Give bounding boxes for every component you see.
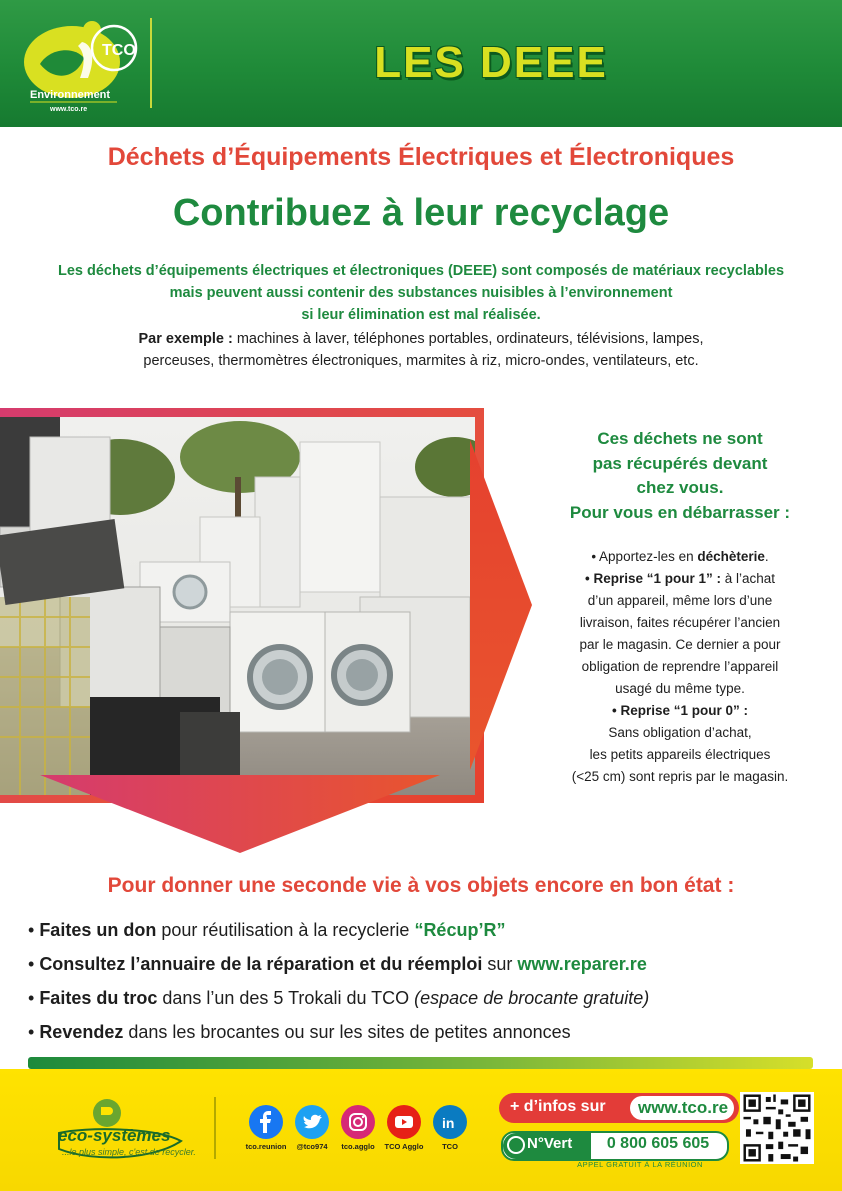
social-label: TCO Agglo xyxy=(384,1142,424,1151)
option-text: à l’achat xyxy=(720,571,776,586)
intro-text xyxy=(20,260,822,326)
free-call-note: APPEL GRATUIT À LA RÉUNION xyxy=(577,1160,703,1169)
item-bold: Faites du troc xyxy=(39,988,158,1008)
item-text: sur xyxy=(482,954,518,974)
footer-separator xyxy=(28,1057,813,1069)
item-text: pour réutilisation à la recyclerie xyxy=(156,920,415,940)
play-circle-icon xyxy=(507,1136,525,1154)
item-bold: Faites un don xyxy=(39,920,157,940)
option-text: (<25 cm) sont repris par le magasin. xyxy=(571,769,789,784)
intro-line: Les déchets d’équipements électriques et électroniques (DEEE) sont composés de matériaux recyclables xyxy=(57,263,785,279)
social-label: TCO xyxy=(442,1142,458,1151)
list-item: • Faites un don pour réutilisation à la recyclerie “Récup’R” xyxy=(28,920,506,940)
numero-vert-label: N°Vert xyxy=(527,1135,573,1152)
svg-text:in: in xyxy=(442,1115,455,1131)
collection-intro xyxy=(530,427,830,525)
list-item: • Revendez dans les brocantes ou sur les sites de petites annonces xyxy=(28,1022,571,1042)
logo-label: Environnement xyxy=(30,89,111,101)
option-text: usagé du même type. xyxy=(615,681,745,696)
collection-intro-line: chez vous. xyxy=(636,478,724,497)
twitter-icon xyxy=(295,1105,329,1139)
example-items: machines à laver, téléphones portables, ordinateurs, télévisions, lampes, xyxy=(236,331,704,347)
recyclerie-name: “Récup’R” xyxy=(414,920,506,940)
collection-intro-line: pas récupérés devant xyxy=(592,453,768,473)
collection-intro-line: Pour vous en débarrasser : xyxy=(569,502,791,522)
info-label: + d’infos sur xyxy=(510,1098,606,1115)
second-life-list xyxy=(28,913,822,1049)
option-text: Sans obligation d’achat, xyxy=(608,725,752,740)
phone-number[interactable]: 0 800 605 605 xyxy=(606,1135,710,1152)
facebook-link[interactable] xyxy=(241,1105,291,1152)
right-arrow-icon xyxy=(470,440,532,770)
instagram-icon xyxy=(341,1105,375,1139)
instagram-link[interactable] xyxy=(333,1105,383,1152)
linkedin-icon xyxy=(433,1105,467,1139)
option-bold: déchèterie xyxy=(697,549,765,564)
social-label: @tco974 xyxy=(296,1142,328,1151)
appliance-waste-photo xyxy=(0,417,475,795)
option-bold: • Reprise “1 pour 1” : xyxy=(584,571,721,586)
option-text: les petits appareils électriques xyxy=(589,747,771,762)
example-label: Par exemple : xyxy=(138,331,233,347)
option-text: • Apportez-les en xyxy=(591,549,698,564)
footer-divider xyxy=(214,1097,216,1159)
facebook-icon xyxy=(249,1105,283,1139)
option-text: . xyxy=(764,549,769,564)
eco-systemes-tagline: ...le plus simple, c'est de recycler. xyxy=(62,1147,196,1157)
option-text: livraison, faites récupérer l’ancien xyxy=(579,615,781,630)
social-label: tco.reunion xyxy=(245,1142,287,1151)
second-life-title: Pour donner une seconde vie à vos objets encore en bon état : xyxy=(107,874,735,897)
youtube-icon xyxy=(387,1105,421,1139)
option-bold: • Reprise “1 pour 0” : xyxy=(611,703,748,718)
list-item: • Faites du troc dans l’un des 5 Trokali du TCO (espace de brocante gratuite) xyxy=(28,988,650,1008)
example-text xyxy=(40,328,802,372)
main-heading: Contribuez à leur recyclage xyxy=(172,192,670,234)
item-note: (espace de brocante gratuite) xyxy=(414,988,650,1008)
subtitle: Déchets d’Équipements Électriques et Électroniques xyxy=(107,143,735,171)
item-text: dans l’un des 5 Trokali du TCO xyxy=(157,988,415,1008)
logo-brand: TCO xyxy=(102,42,136,59)
social-label: tco.agglo xyxy=(341,1142,375,1151)
example-items: perceuses, thermomètres électroniques, marmites à riz, micro-ondes, ventilateurs, etc. xyxy=(143,353,699,369)
qr-code-icon[interactable] xyxy=(740,1092,814,1164)
logo-site: www.tco.re xyxy=(50,106,88,113)
item-bold: Revendez xyxy=(39,1022,124,1042)
linkedin-link[interactable] xyxy=(425,1105,475,1152)
item-bold: Consultez l’annuaire de la réparation et du réemploi xyxy=(39,954,483,974)
eco-systemes-name: eco-systèmes xyxy=(58,1126,171,1145)
option-text: par le magasin. Ce dernier a pour xyxy=(579,637,781,652)
option-text: d’un appareil, même lors d’une xyxy=(587,593,773,608)
collection-intro-line: Ces déchets ne sont xyxy=(597,429,763,448)
down-arrow-icon xyxy=(40,775,440,853)
youtube-link[interactable] xyxy=(379,1105,429,1152)
reparer-link[interactable]: www.reparer.re xyxy=(517,954,647,974)
tco-site-link[interactable]: www.tco.re xyxy=(637,1098,729,1117)
collection-options xyxy=(530,546,830,788)
page-title: LES DEEE xyxy=(374,38,608,87)
intro-line: mais peuvent aussi contenir des substances nuisibles à l’environnement xyxy=(169,285,673,301)
intro-line: si leur élimination est mal réalisée. xyxy=(301,307,541,323)
twitter-link[interactable] xyxy=(287,1105,337,1152)
item-text: dans les brocantes ou sur les sites de petites annonces xyxy=(123,1022,571,1042)
option-text: obligation de reprendre l’appareil xyxy=(581,659,779,674)
list-item: • Consultez l’annuaire de la réparation et du réemploi sur www.reparer.re xyxy=(28,954,647,974)
